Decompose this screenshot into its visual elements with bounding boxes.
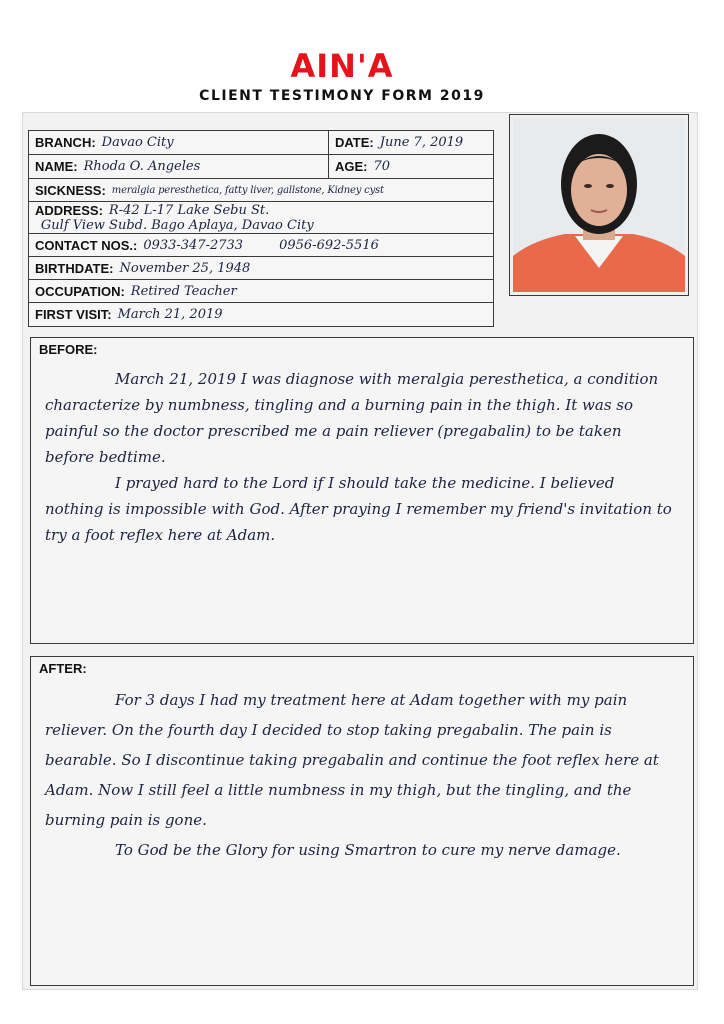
sickness-label: SICKNESS: xyxy=(35,182,106,198)
before-text xyxy=(45,366,675,548)
client-photo-frame xyxy=(509,114,689,296)
branch-value: Davao City xyxy=(101,135,174,150)
branch-date-row xyxy=(29,131,493,155)
branch-label: BRANCH: xyxy=(35,135,96,150)
form-title: CLIENT TESTIMONY FORM 2019 xyxy=(199,88,485,104)
after-text xyxy=(45,685,675,865)
after-title: AFTER: xyxy=(39,661,87,676)
sickness-value: meralgia peresthetica, fatty liver, gallstone, Kidney cyst xyxy=(111,184,384,196)
client-portrait-image xyxy=(513,118,685,292)
birthdate-label: BIRTHDATE: xyxy=(35,260,114,276)
client-photo xyxy=(513,118,685,292)
occupation-value: Retired Teacher xyxy=(130,283,237,299)
brand-logo: AIN'A xyxy=(290,47,394,85)
contact-number-2: 0956-692-5516 xyxy=(279,237,379,253)
address-line-2: Gulf View Subd. Bago Aplaya, Davao City xyxy=(40,218,314,233)
first-visit-label: FIRST VISIT: xyxy=(35,307,112,322)
address-line-1: R-42 L-17 Lake Sebu St. xyxy=(108,203,270,218)
before-paragraph-1: March 21, 2019 I was diagnose with meralgia peresthetica, a condition characterize by numbness, tingling and a burning pain in the thigh. It was so painful so the doctor prescribed me a pain reliever (pregabalin) to be taken before bedtime. xyxy=(45,370,659,466)
age-label: AGE: xyxy=(335,159,368,174)
sickness-row xyxy=(29,179,493,202)
occupation-label: OCCUPATION: xyxy=(35,283,125,299)
contact-number-1: 0933-347-2733 xyxy=(143,237,244,253)
first-visit-row xyxy=(29,303,493,326)
after-paragraph-2: To God be the Glory for using Smartron to cure my nerve damage. xyxy=(115,841,621,859)
occupation-row xyxy=(29,280,493,303)
date-value: June 7, 2019 xyxy=(379,135,464,150)
after-paragraph-1: For 3 days I had my treatment here at Adam together with my pain reliever. On the fourth day I decided to stop taking pregabalin. The pain is bearable. So I discontinue taking pregabalin and continue the foot reflex here at Adam. Now I still feel a little numbness in my thigh, but the tingling, and the burning pain is gone. xyxy=(45,691,659,829)
address-row xyxy=(29,202,493,234)
age-value: 70 xyxy=(373,159,391,174)
birthdate-value: November 25, 1948 xyxy=(119,260,251,276)
name-age-row xyxy=(29,155,493,179)
before-title: BEFORE: xyxy=(39,342,98,357)
birthdate-row xyxy=(29,257,493,280)
contact-label: CONTACT NOS.: xyxy=(35,237,138,253)
client-info-table xyxy=(28,130,494,327)
first-visit-value: March 21, 2019 xyxy=(117,307,223,322)
name-value: Rhoda O. Angeles xyxy=(83,159,201,174)
before-paragraph-2: I prayed hard to the Lord if I should take the medicine. I believed nothing is impossible with God. After praying I remember my friend's invitation to try a foot reflex here at Adam. xyxy=(45,474,672,544)
name-label: NAME: xyxy=(35,159,78,174)
contact-row xyxy=(29,234,493,257)
before-section xyxy=(30,337,694,644)
after-section xyxy=(30,656,694,986)
date-label: DATE: xyxy=(335,135,374,150)
address-label: ADDRESS: xyxy=(35,203,103,218)
